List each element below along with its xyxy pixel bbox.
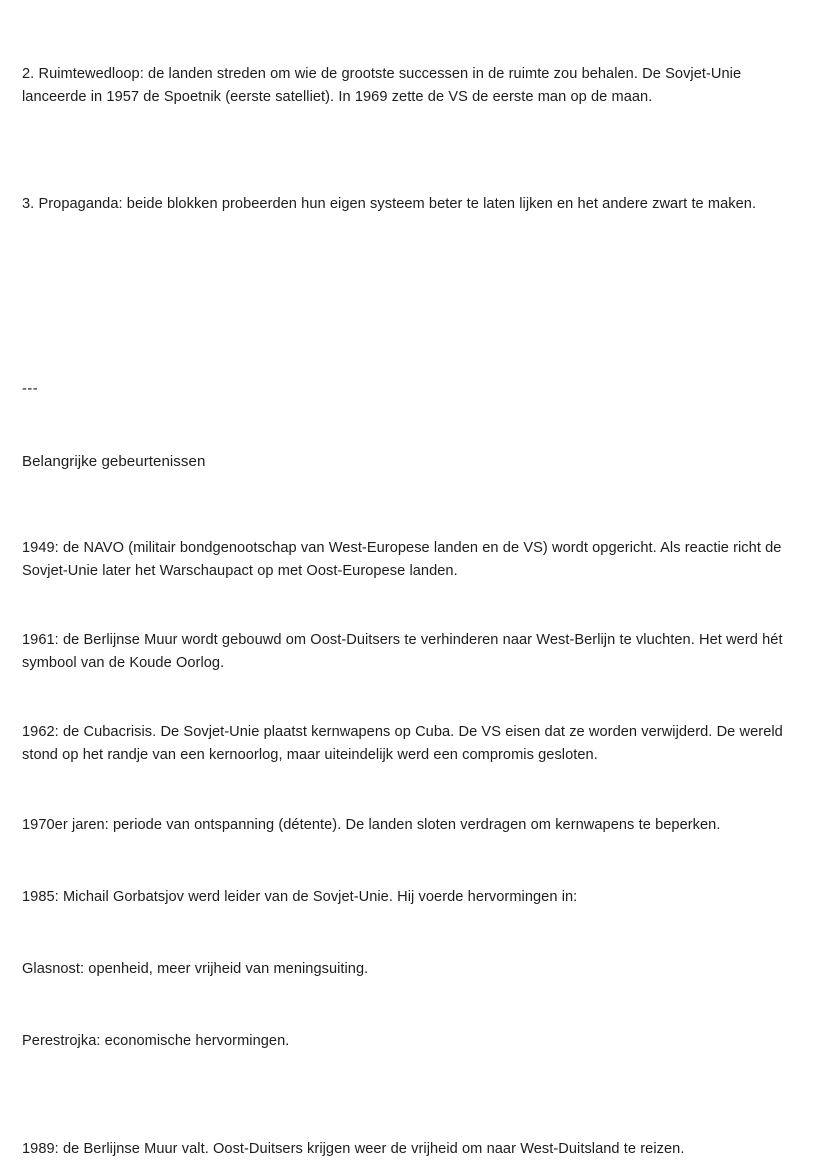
paragraph-event-1949: 1949: de NAVO (militair bondgenootschap van West-Europese landen en de VS) wordt opgericht. Als reactie richt de Sovjet-Unie later het Warschaupact op met Oost-Europese landen.	[22, 539, 786, 580]
paragraph-event-1985: 1985: Michail Gorbatsjov werd leider van de Sovjet-Unie. Hij voerde hervormingen in:	[22, 888, 578, 905]
paragraph-term-glasnost: Glasnost: openheid, meer vrijheid van meningsuiting.	[22, 960, 369, 977]
paragraph-ruimtewedloop: 2. Ruimtewedloop: de landen streden om wie de grootste successen in de ruimte zou behalen. De Sovjet-Unie lanceerde in 1957 de Spoetnik (eerste satelliet). In 1969 zette de VS de eerste man op de maan.	[22, 65, 746, 106]
paragraph-term-perestrojka: Perestrojka: economische hervormingen.	[22, 1032, 290, 1049]
heading-belangrijke-gebeurtenissen: Belangrijke gebeurtenissen	[22, 453, 206, 470]
paragraph-event-1961: 1961: de Berlijnse Muur wordt gebouwd om Oost-Duitsers te verhinderen naar West-Berlijn te vluchten. Het werd hét symbool van de Koude Oorlog.	[22, 631, 787, 672]
paragraph-event-1970er-jaren: 1970er jaren: periode van ontspanning (détente). De landen sloten verdragen om kernwapens te beperken.	[22, 816, 721, 833]
paragraph-event-1989: 1989: de Berlijnse Muur valt. Oost-Duitsers krijgen weer de vrijheid om naar West-Duitsland te reizen.	[22, 1140, 685, 1157]
paragraph-event-1962: 1962: de Cubacrisis. De Sovjet-Unie plaatst kernwapens op Cuba. De VS eisen dat ze worden verwijderd. De wereld stond op het randje van een kernoorlog, maar uiteindelijk werd een compromis gesloten.	[22, 723, 788, 764]
section-separator: ---	[22, 381, 39, 397]
paragraph-propaganda: 3. Propaganda: beide blokken probeerden hun eigen systeem beter te laten lijken en het andere zwart te maken.	[22, 195, 757, 212]
